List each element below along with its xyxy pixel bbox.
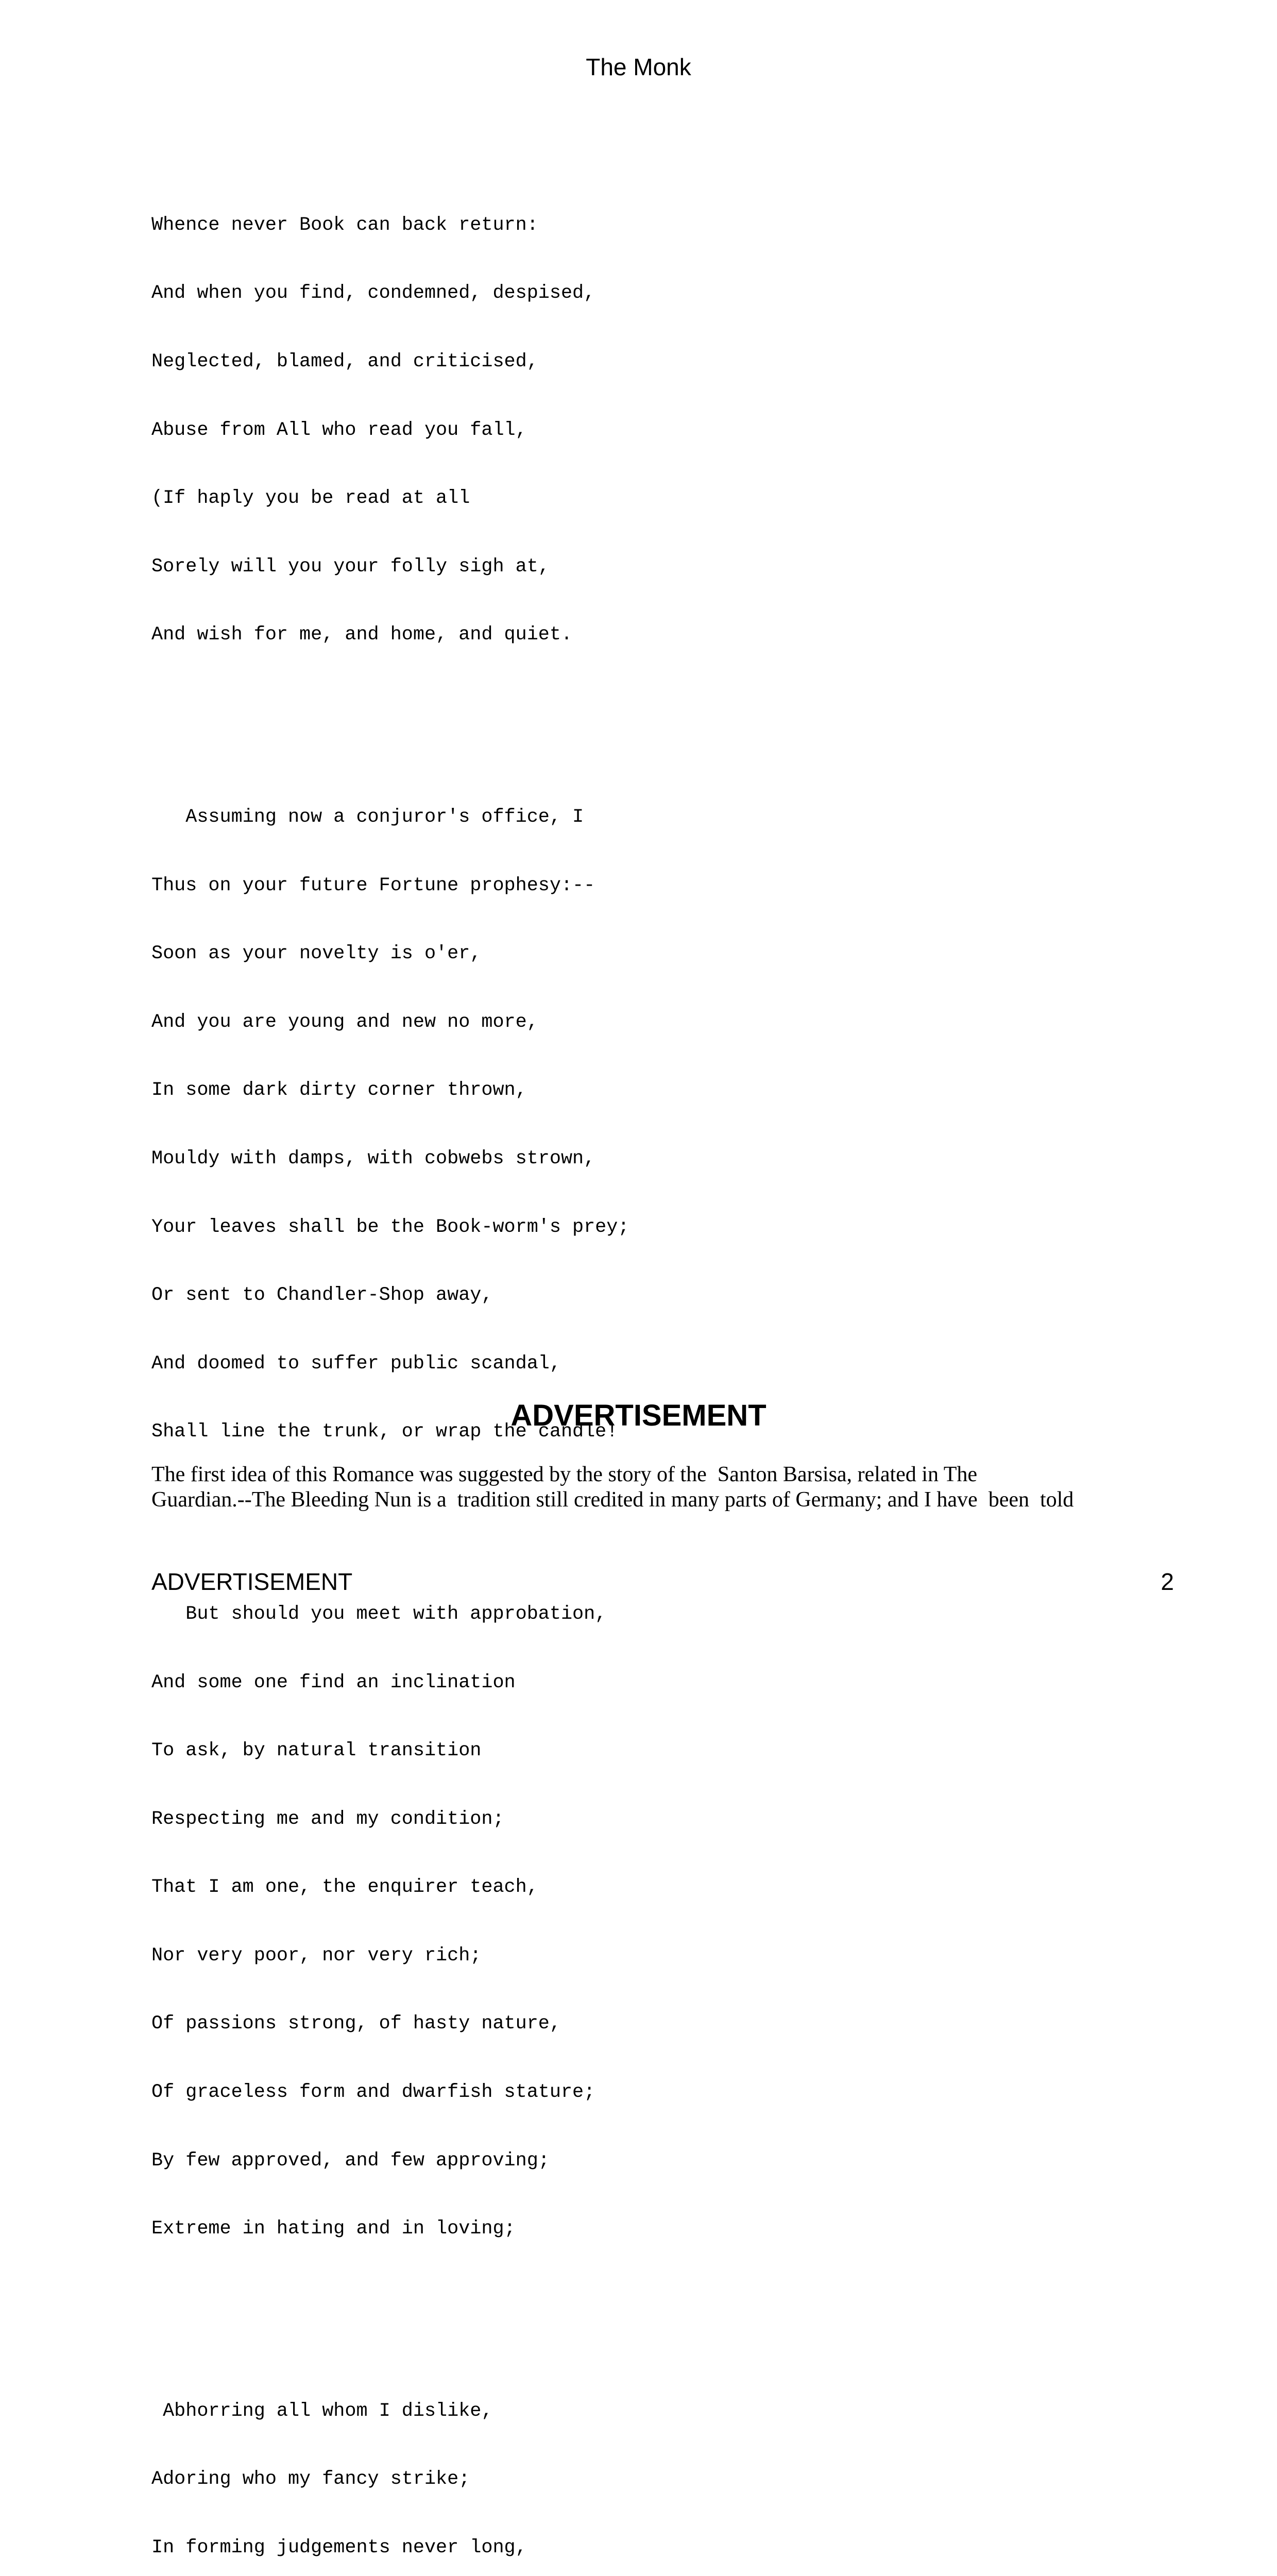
poem-line: To ask, by natural transition: [151, 1740, 482, 1762]
poem-body: [151, 123, 1182, 2576]
poem-line: But should you meet with approbation,: [151, 1603, 607, 1625]
poem-line: By few approved, and few approving;: [151, 2149, 550, 2172]
poem-line: Extreme in hating and in loving;: [151, 2218, 516, 2240]
poem-line: And wish for me, and home, and quiet.: [151, 624, 573, 646]
poem-line: And when you find, condemned, despised,: [151, 282, 595, 304]
running-header-title: The Monk: [586, 54, 691, 80]
poem-line: Soon as your novelty is o'er,: [151, 943, 482, 965]
poem-line: Sorely will you your folly sigh at,: [151, 555, 550, 578]
poem-line: And doomed to suffer public scandal,: [151, 1352, 561, 1375]
poem-line: In some dark dirty corner thrown,: [151, 1079, 527, 1101]
advertisement-heading: ADVERTISEMENT: [510, 1399, 767, 1432]
poem-line: Thus on your future Fortune prophesy:--: [151, 874, 595, 896]
advertisement-paragraph: [151, 1462, 1161, 1513]
poem-line: Or sent to Chandler-Shop away,: [151, 1284, 493, 1307]
poem-line: Respecting me and my condition;: [151, 1808, 504, 1830]
poem-line: Nor very poor, nor very rich;: [151, 1944, 482, 1967]
paragraph-line: The first idea of this Romance was suggested by the story of the Santon Barsisa, related in The: [151, 1463, 978, 1486]
poem-line: That I am one, the enquirer teach,: [151, 1876, 538, 1899]
poem-line: And some one find an inclination: [151, 1671, 516, 1693]
poem-line: Shall line the trunk, or wrap the candle!: [151, 1421, 618, 1443]
footer-section-title: ADVERTISEMENT: [151, 1568, 353, 1595]
poem-line: Neglected, blamed, and criticised,: [151, 351, 538, 372]
poem-line: In forming judgements never long,: [151, 2537, 527, 2559]
poem-line: Abhorring all whom I dislike,: [151, 2400, 493, 2422]
poem-line: Adoring who my fancy strike;: [151, 2468, 470, 2490]
poem-stanza-3: [151, 1557, 1182, 2286]
poem-line: (If haply you be read at all: [151, 487, 470, 510]
poem-line: Mouldy with damps, with cobwebs strown,: [151, 1147, 595, 1170]
poem-stanza-4: [151, 2354, 1182, 2576]
poem-stanza-1: [151, 168, 1182, 692]
paragraph-line: Guardian.--The Bleeding Nun is a tradition still credited in many parts of Germany; and I have been told: [151, 1488, 1074, 1512]
poem-line: Of passions strong, of hasty nature,: [151, 2013, 561, 2035]
poem-line: And you are young and new no more,: [151, 1011, 538, 1033]
poem-line: Assuming now a conjuror's office, I: [151, 806, 584, 828]
poem-line: Of graceless form and dwarfish stature;: [151, 2081, 595, 2104]
poem-line: Abuse from All who read you fall,: [151, 419, 527, 441]
poem-stanza-2: [151, 760, 1182, 1489]
poem-line: Your leaves shall be the Book-worm's prey;: [151, 1216, 629, 1238]
footer-page-number: 2: [1161, 1568, 1174, 1595]
poem-line: Whence never Book can back return:: [151, 214, 538, 236]
